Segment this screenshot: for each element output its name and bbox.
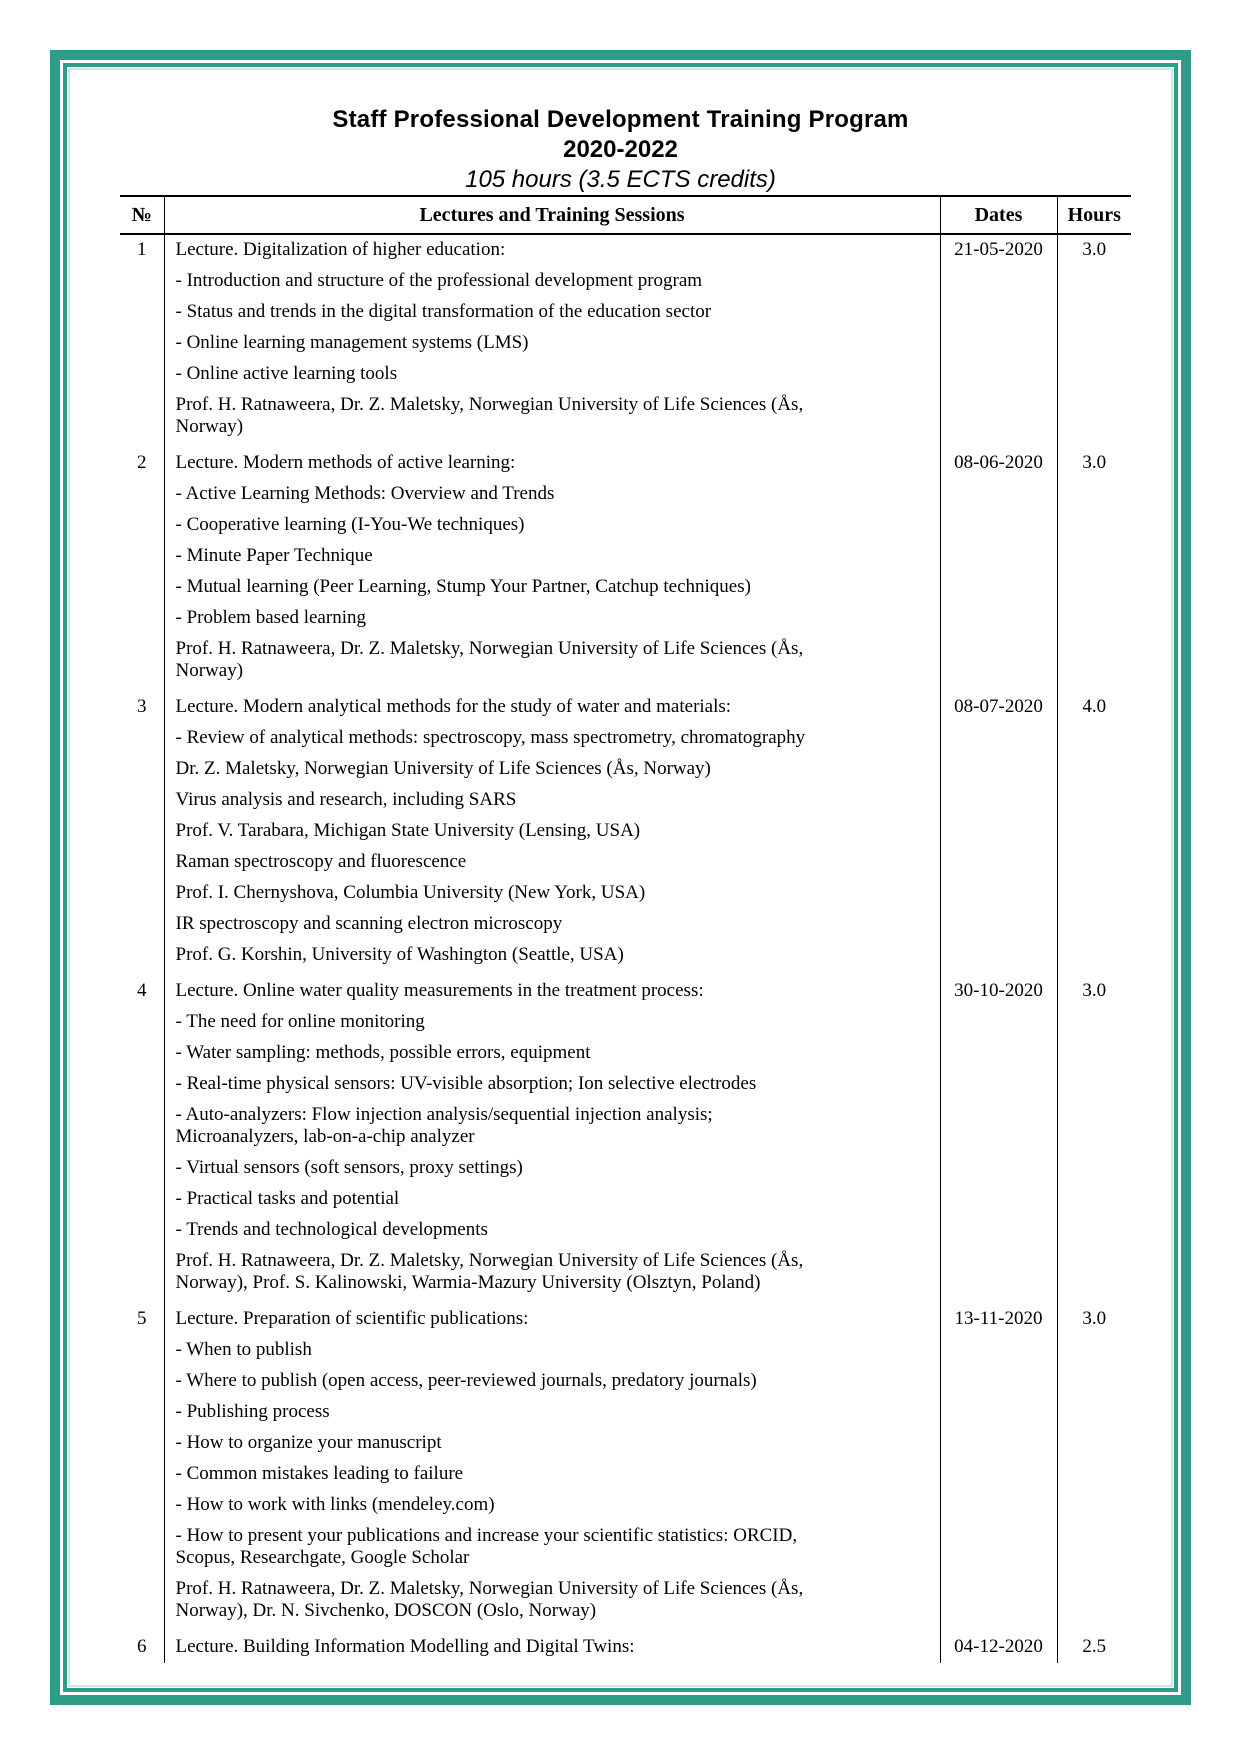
lecture-paragraph: Lecture. Online water quality measurements in the treatment process:	[175, 980, 704, 1001]
row-number: 1	[137, 239, 147, 260]
lecture-paragraph: - Introduction and structure of the professional development program	[175, 270, 703, 291]
lecture-paragraph: - Online active learning tools	[175, 363, 398, 384]
table-body	[120, 234, 1131, 1663]
lecture-cell	[164, 692, 940, 976]
training-program-table	[120, 195, 1131, 1663]
table-row	[120, 1632, 1131, 1663]
lecture-paragraph: Dr. Z. Maletsky, Norwegian University of Life Sciences (Ås, Norway)	[175, 758, 711, 779]
lecture-paragraph: Lecture. Preparation of scientific publications:	[175, 1308, 529, 1329]
lecture-paragraph: Prof. H. Ratnaweera, Dr. Z. Maletsky, Norwegian University of Life Sciences (Ås, Norway)	[175, 394, 804, 437]
hours-cell: 3.0	[1057, 448, 1131, 692]
lecture-paragraph: - Practical tasks and potential	[175, 1188, 400, 1209]
row-number: 4	[137, 980, 147, 1001]
lecture-paragraph: - Active Learning Methods: Overview and Trends	[175, 483, 555, 504]
lecture-cell	[164, 1304, 940, 1632]
lecture-paragraph: - The need for online monitoring	[175, 1011, 425, 1032]
lecture-paragraph: Prof. H. Ratnaweera, Dr. Z. Maletsky, Norwegian University of Life Sciences (Ås, Norway)	[175, 638, 804, 681]
hours-cell: 2.5	[1057, 1632, 1131, 1663]
lecture-paragraph: Raman spectroscopy and fluorescence	[175, 851, 467, 872]
lecture-paragraph: - Auto-analyzers: Flow injection analysis/sequential injection analysis; Microanalyzers, lab-on-a-chip analyzer	[175, 1104, 713, 1147]
header-sessions: Lectures and Training Sessions	[164, 196, 940, 234]
hours-cell: 3.0	[1057, 976, 1131, 1304]
lecture-paragraph: - Trends and technological developments	[175, 1219, 488, 1240]
table-row	[120, 234, 1131, 448]
date-cell: 21-05-2020	[940, 234, 1057, 448]
lecture-paragraph: - How to work with links (mendeley.com)	[175, 1494, 495, 1515]
date-cell: 13-11-2020	[940, 1304, 1057, 1632]
page-content	[67, 67, 1174, 1688]
lecture-cell	[164, 1632, 940, 1663]
date-cell: 08-07-2020	[940, 692, 1057, 976]
lecture-paragraph: - When to publish	[175, 1339, 312, 1360]
date-cell: 30-10-2020	[940, 976, 1057, 1304]
lecture-paragraph: - Cooperative learning (I-You-We techniques)	[175, 514, 525, 535]
lecture-paragraph: Lecture. Digitalization of higher education:	[175, 239, 506, 260]
document-years: 2020-2022	[563, 136, 678, 163]
lecture-paragraph: - Publishing process	[175, 1401, 330, 1422]
lecture-paragraph: - How to present your publications and increase your scientific statistics: ORCID, Scopus, Researchgate, Google Scholar	[175, 1525, 798, 1568]
document-title: Staff Professional Development Training Program	[332, 106, 909, 133]
hours-cell: 3.0	[1057, 234, 1131, 448]
lecture-paragraph: Prof. I. Chernyshova, Columbia University (New York, USA)	[175, 882, 646, 903]
date-cell: 08-06-2020	[940, 448, 1057, 692]
lecture-paragraph: Prof. V. Tarabara, Michigan State University (Lensing, USA)	[175, 820, 641, 841]
table-row	[120, 976, 1131, 1304]
lecture-cell	[164, 448, 940, 692]
header-dates: Dates	[940, 196, 1057, 234]
document-subtitle: 105 hours (3.5 ECTS credits)	[465, 166, 776, 193]
row-number: 6	[137, 1636, 147, 1657]
date-cell: 04-12-2020	[940, 1632, 1057, 1663]
lecture-cell	[164, 234, 940, 448]
lecture-paragraph: - Status and trends in the digital transformation of the education sector	[175, 301, 712, 322]
lecture-paragraph: Lecture. Modern methods of active learning:	[175, 452, 516, 473]
lecture-paragraph: - Problem based learning	[175, 607, 366, 628]
row-number: 5	[137, 1308, 147, 1329]
lecture-paragraph: Prof. H. Ratnaweera, Dr. Z. Maletsky, Norwegian University of Life Sciences (Ås, Norway), Dr. N. Sivchenko, DOSCON (Oslo, Norway)	[175, 1578, 804, 1621]
table-header-row	[120, 196, 1131, 234]
lecture-paragraph: - Mutual learning (Peer Learning, Stump Your Partner, Catchup techniques)	[175, 576, 751, 597]
header-number: №	[120, 196, 164, 234]
lecture-paragraph: - Water sampling: methods, possible errors, equipment	[175, 1042, 591, 1063]
lecture-paragraph: - Where to publish (open access, peer-reviewed journals, predatory journals)	[175, 1370, 757, 1391]
row-number: 3	[137, 696, 147, 717]
lecture-paragraph: - Virtual sensors (soft sensors, proxy settings)	[175, 1157, 523, 1178]
hours-cell: 3.0	[1057, 1304, 1131, 1632]
lecture-cell	[164, 976, 940, 1304]
table-row	[120, 1304, 1131, 1632]
table-row	[120, 692, 1131, 976]
lecture-paragraph: - Real-time physical sensors: UV-visible absorption; Ion selective electrodes	[175, 1073, 757, 1094]
header-hours: Hours	[1057, 196, 1131, 234]
table-row	[120, 448, 1131, 692]
lecture-paragraph: - Common mistakes leading to failure	[175, 1463, 464, 1484]
lecture-paragraph: IR spectroscopy and scanning electron microscopy	[175, 913, 563, 934]
lecture-paragraph: Prof. G. Korshin, University of Washington (Seattle, USA)	[175, 944, 624, 965]
lecture-paragraph: - Review of analytical methods: spectroscopy, mass spectrometry, chromatography	[175, 727, 806, 748]
lecture-paragraph: Lecture. Modern analytical methods for the study of water and materials:	[175, 696, 732, 717]
row-number: 2	[137, 452, 147, 473]
lecture-paragraph: Prof. H. Ratnaweera, Dr. Z. Maletsky, Norwegian University of Life Sciences (Ås, Norway), Prof. S. Kalinowski, Warmia-Mazury University (Olsztyn, Poland)	[175, 1250, 804, 1293]
lecture-paragraph: - How to organize your manuscript	[175, 1432, 442, 1453]
lecture-paragraph: Lecture. Building Information Modelling and Digital Twins:	[175, 1636, 635, 1657]
lecture-paragraph: - Online learning management systems (LMS)	[175, 332, 529, 353]
lecture-paragraph: - Minute Paper Technique	[175, 545, 373, 566]
lecture-paragraph: Virus analysis and research, including SARS	[175, 789, 517, 810]
hours-cell: 4.0	[1057, 692, 1131, 976]
